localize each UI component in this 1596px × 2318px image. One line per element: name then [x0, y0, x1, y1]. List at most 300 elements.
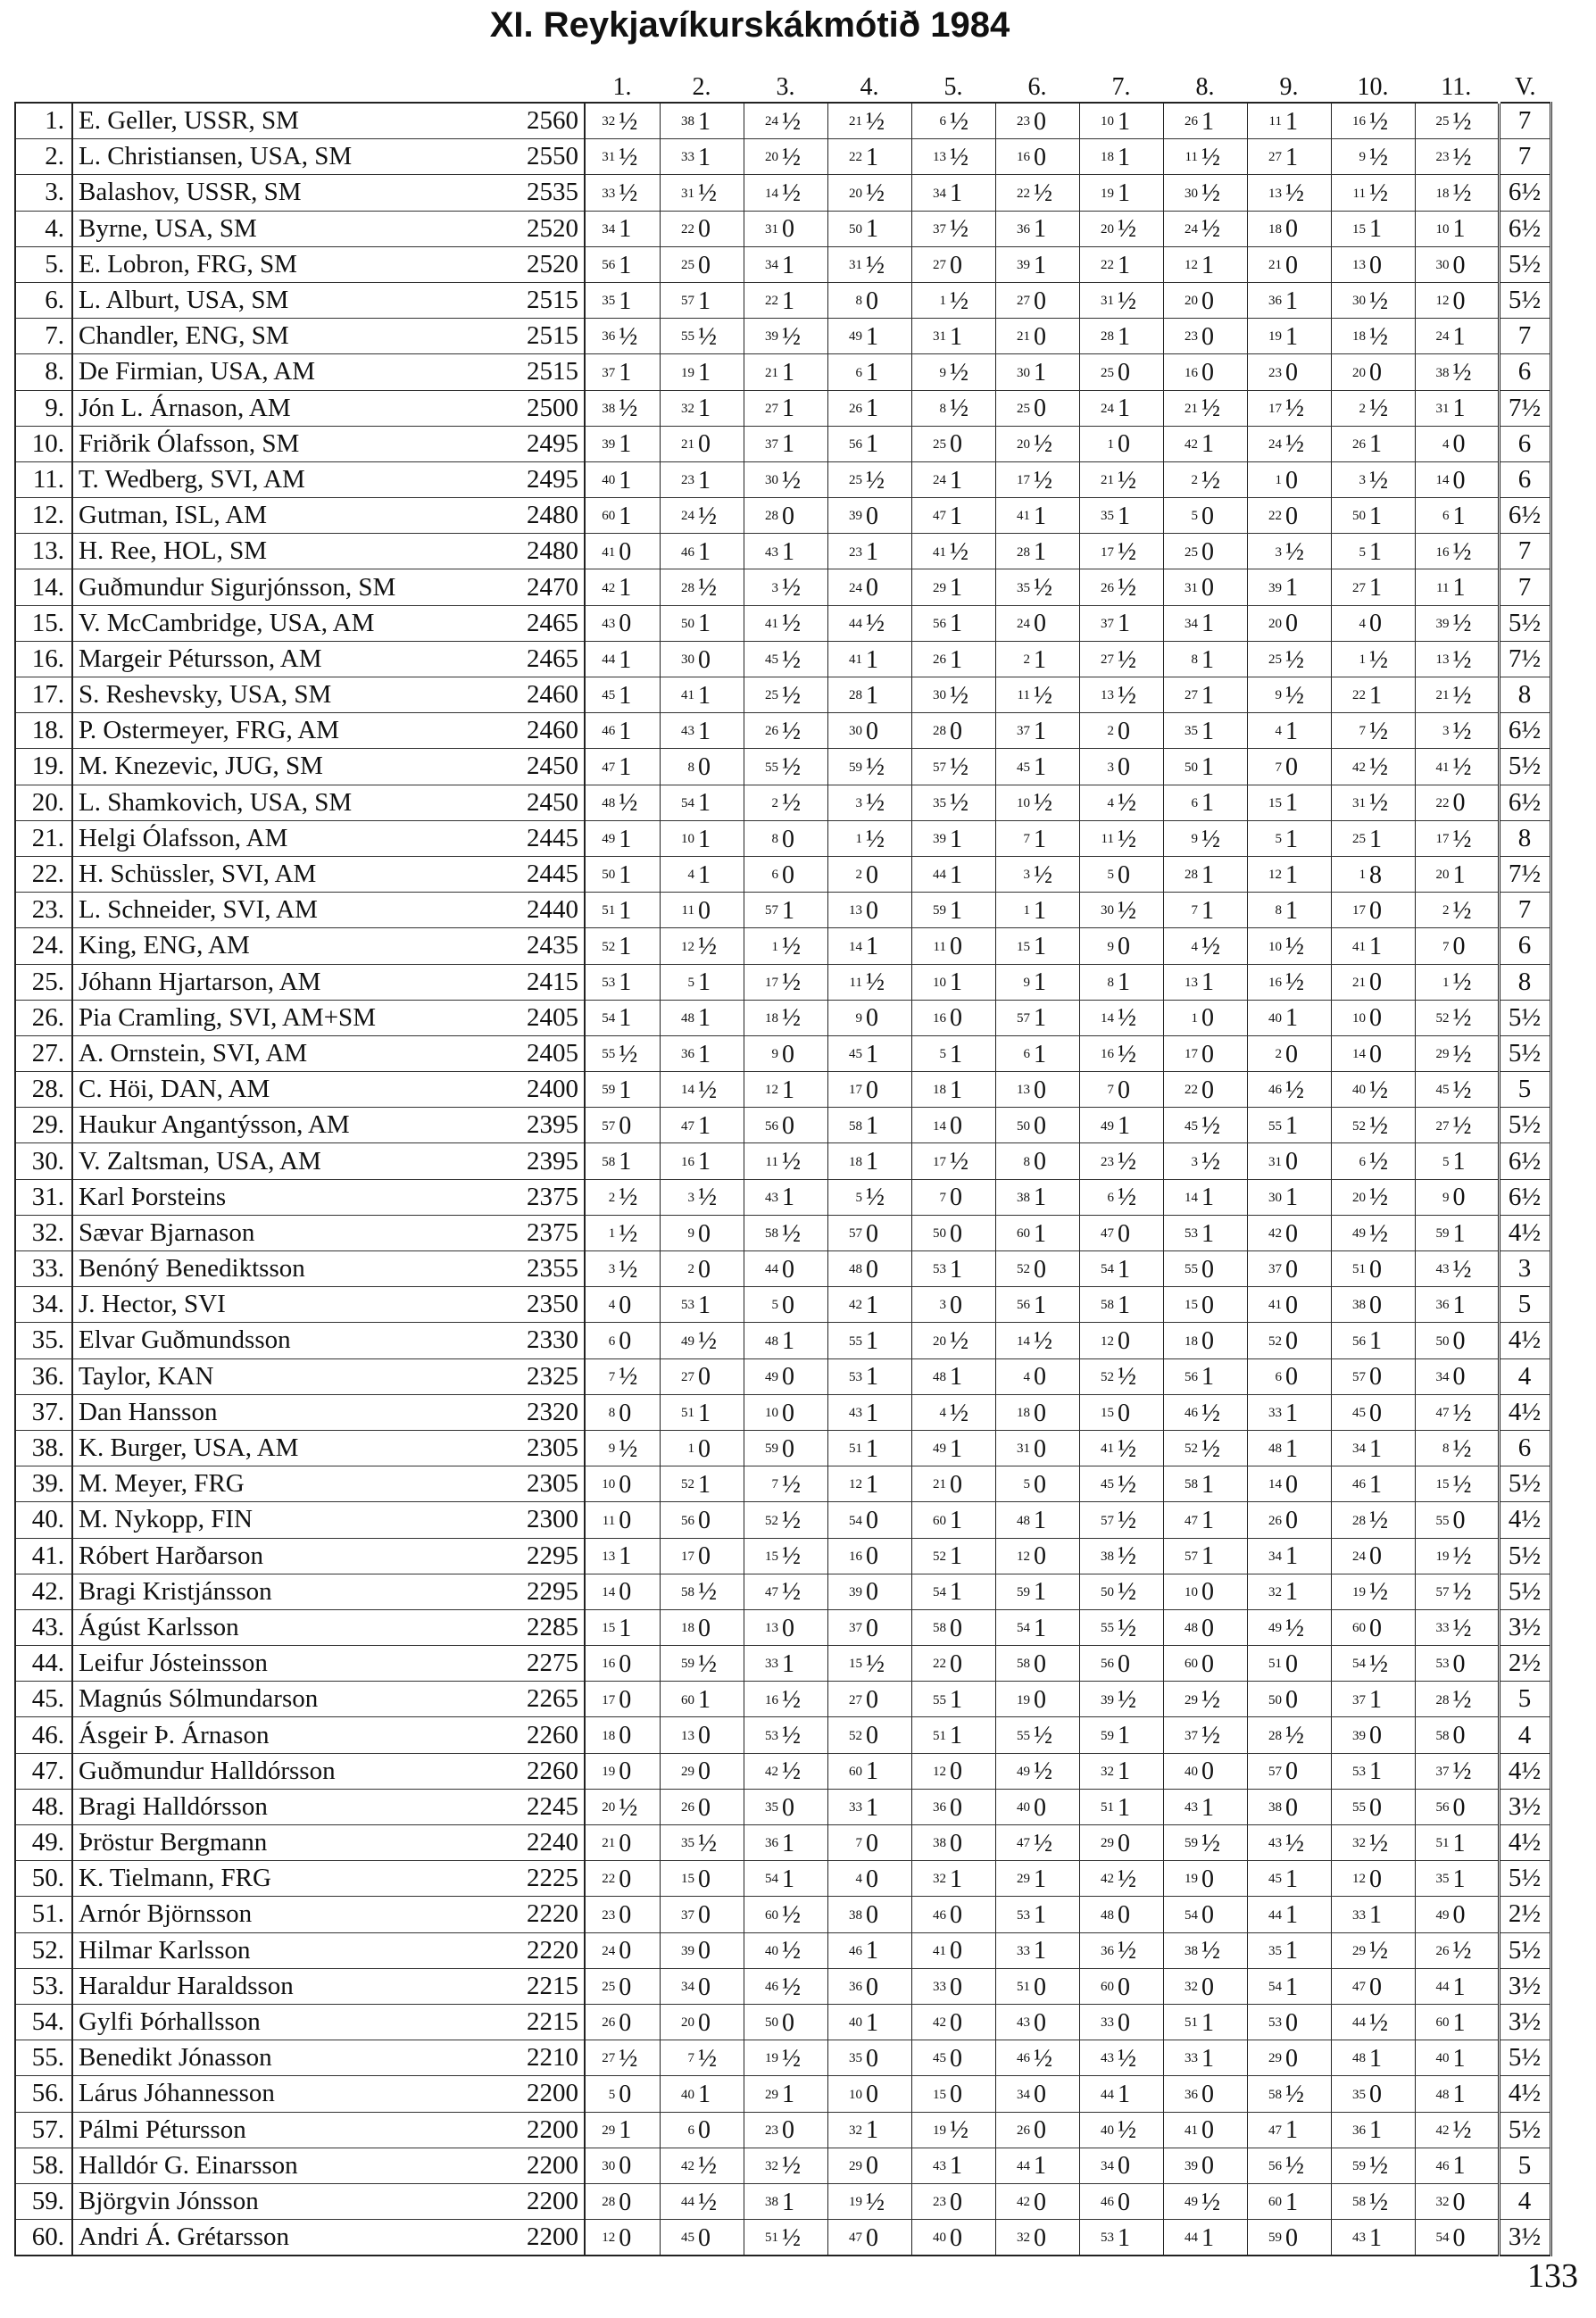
round-result — [1163, 1538, 1247, 1574]
opponent-number: 20 — [1268, 616, 1282, 631]
round-result — [827, 1143, 911, 1179]
opponent-number: 11 — [765, 1154, 778, 1169]
table-row — [15, 461, 1550, 497]
opponent-number: 33 — [849, 1800, 862, 1815]
round-result — [995, 534, 1079, 569]
round-result — [911, 1968, 995, 2004]
game-result: ½ — [782, 1973, 801, 2001]
game-result: 1 — [1118, 2081, 1130, 2109]
round-result — [995, 175, 1079, 211]
round-result — [744, 1717, 827, 1753]
game-result: ½ — [866, 251, 885, 279]
game-result: 0 — [866, 1973, 878, 2001]
rating-cell: 2305 — [506, 1430, 585, 1466]
round-result — [1163, 856, 1247, 892]
rating-cell: 2220 — [506, 1932, 585, 1968]
opponent-number: 32 — [1268, 1584, 1282, 1599]
opponent-number: 60 — [1017, 1226, 1030, 1242]
round-result — [1415, 1179, 1499, 1215]
game-result: 0 — [1118, 1399, 1130, 1427]
game-result: 0 — [866, 717, 878, 745]
round-result — [1079, 2183, 1163, 2219]
rank-cell: 34. — [15, 1287, 72, 1323]
round-result — [1415, 2040, 1499, 2076]
game-result: ½ — [1201, 143, 1220, 171]
opponent-number: 31 — [602, 150, 616, 165]
round-result — [660, 1143, 744, 1179]
round-result — [1247, 1753, 1331, 1789]
opponent-number: 48 — [1017, 1513, 1030, 1528]
game-result: 0 — [1452, 1649, 1466, 1678]
round-result — [827, 1179, 911, 1215]
round-result — [1163, 1609, 1247, 1645]
round-result — [911, 1897, 995, 1932]
round-result — [1331, 1215, 1415, 1250]
game-result: ½ — [1118, 1148, 1136, 1176]
round-result — [585, 1825, 660, 1861]
game-result: 0 — [1034, 1148, 1046, 1176]
rank-cell: 18. — [15, 713, 72, 749]
opponent-number: 13 — [602, 1549, 616, 1564]
game-result: 1 — [1201, 2223, 1214, 2252]
round-result — [744, 282, 827, 318]
game-result: ½ — [866, 610, 885, 638]
round-result — [1415, 534, 1499, 569]
round-result — [911, 282, 995, 318]
game-result: 0 — [619, 1686, 632, 1715]
game-result: 1 — [866, 2008, 878, 2037]
opponent-number: 1 — [1023, 903, 1030, 918]
game-result: 1 — [1118, 1112, 1130, 1141]
game-result: ½ — [1285, 1614, 1304, 1642]
opponent-number: 41 — [933, 1943, 946, 1958]
game-result: 0 — [1034, 610, 1046, 638]
game-result: 1 — [866, 1363, 878, 1392]
opponent-number: 4 — [1442, 436, 1450, 452]
opponent-number: 31 — [1185, 580, 1198, 595]
game-result: 0 — [698, 1614, 711, 1642]
game-result: 0 — [1118, 753, 1130, 782]
round-result — [995, 2040, 1079, 2076]
total-score: 6 — [1499, 928, 1550, 964]
opponent-number: 43 — [849, 1406, 862, 1421]
opponent-number: 60 — [849, 1764, 862, 1779]
round-result — [1163, 426, 1247, 461]
opponent-number: 16 — [602, 1657, 616, 1672]
rank-cell: 1. — [15, 103, 72, 139]
opponent-number: 32 — [1435, 2195, 1450, 2210]
opponent-number: 35 — [765, 1800, 778, 1815]
round-result — [995, 1897, 1079, 1932]
opponent-number: 29 — [1101, 1836, 1114, 1851]
opponent-number: 23 — [1017, 114, 1030, 129]
game-result: ½ — [1034, 681, 1052, 710]
round-result — [827, 1609, 911, 1645]
round-result — [1415, 1394, 1499, 1430]
game-result: 0 — [950, 2223, 962, 2252]
game-result: ½ — [698, 2152, 717, 2181]
opponent-number: 15 — [1268, 795, 1282, 810]
round-result — [1163, 1717, 1247, 1753]
rank-cell: 22. — [15, 856, 72, 892]
opponent-number: 27 — [1017, 294, 1030, 309]
rating-cell: 2200 — [506, 2076, 585, 2112]
round-result — [995, 319, 1079, 354]
game-result: 1 — [866, 1793, 878, 1822]
table-row — [15, 1861, 1550, 1897]
player-name: Magnús Sólmundarson — [72, 1682, 506, 1717]
round-result — [1163, 1968, 1247, 2004]
game-result: 0 — [1118, 2188, 1130, 2216]
round-result — [1331, 139, 1415, 175]
game-result: 1 — [619, 430, 632, 459]
rank-cell: 4. — [15, 211, 72, 246]
game-result: ½ — [1452, 538, 1472, 567]
game-result: 0 — [950, 1793, 962, 1822]
game-result: ½ — [950, 681, 968, 710]
opponent-number: 37 — [602, 365, 616, 380]
opponent-number: 46 — [933, 1907, 946, 1923]
game-result: 0 — [619, 1649, 632, 1678]
game-result: ½ — [698, 1578, 717, 1607]
round-result — [585, 282, 660, 318]
round-result — [1079, 1932, 1163, 1968]
opponent-number: 58 — [849, 1118, 862, 1134]
opponent-number: 56 — [1101, 1657, 1114, 1672]
rank-cell: 42. — [15, 1574, 72, 1609]
opponent-number: 13 — [765, 1621, 778, 1636]
rating-cell: 2470 — [506, 569, 585, 605]
round-result — [744, 1789, 827, 1824]
game-result: 0 — [1118, 1829, 1130, 1857]
opponent-number: 13 — [1017, 1083, 1030, 1098]
table-row — [15, 569, 1550, 605]
opponent-number: 34 — [602, 221, 616, 237]
game-result: 1 — [619, 968, 632, 997]
round-result — [827, 820, 911, 856]
round-result — [1331, 1753, 1415, 1789]
rating-cell: 2355 — [506, 1251, 585, 1287]
opponent-number: 56 — [933, 616, 946, 631]
table-row — [15, 856, 1550, 892]
opponent-number: 12 — [1268, 868, 1282, 883]
round-result — [1079, 1323, 1163, 1358]
round-result — [1079, 319, 1163, 354]
opponent-number: 58 — [933, 1621, 946, 1636]
opponent-number: 19 — [765, 2051, 778, 2066]
round-result — [585, 1538, 660, 1574]
game-result: 1 — [619, 1614, 632, 1642]
round-result — [1163, 928, 1247, 964]
round-result — [1247, 1574, 1331, 1609]
opponent-number: 52 — [1435, 1010, 1450, 1026]
opponent-number: 50 — [1101, 1584, 1114, 1599]
game-result: 0 — [1452, 1901, 1466, 1930]
opponent-number: 1 — [1359, 868, 1366, 883]
game-result: 0 — [866, 1219, 878, 1248]
opponent-number: 27 — [1185, 688, 1198, 703]
total-score: 5½ — [1499, 1538, 1550, 1574]
round-result — [660, 1072, 744, 1108]
player-name: Bragi Kristjánsson — [72, 1574, 506, 1609]
round-result — [585, 390, 660, 426]
game-result: ½ — [1285, 395, 1304, 423]
game-result: 1 — [1034, 645, 1046, 674]
round-result — [744, 677, 827, 713]
opponent-number: 58 — [1352, 2195, 1366, 2210]
round-result — [744, 569, 827, 605]
round-result — [995, 2220, 1079, 2256]
game-result: 0 — [698, 251, 711, 279]
game-result: 0 — [1369, 1614, 1382, 1642]
opponent-number: 59 — [765, 1441, 778, 1457]
game-result: 1 — [698, 107, 711, 136]
game-result: ½ — [782, 717, 801, 745]
game-result: ½ — [1369, 1184, 1388, 1212]
opponent-number: 25 — [765, 688, 778, 703]
opponent-number: 15 — [681, 1872, 694, 1887]
round-result — [1247, 2076, 1331, 2112]
game-result: ½ — [698, 1184, 717, 1212]
round-result — [1331, 713, 1415, 749]
game-result: 0 — [1201, 1291, 1214, 1319]
game-result: ½ — [782, 466, 801, 494]
game-result: ½ — [1118, 287, 1136, 315]
game-result: 1 — [1369, 681, 1382, 710]
game-result: ½ — [950, 395, 968, 423]
opponent-number: 11 — [681, 903, 694, 918]
round-result — [827, 175, 911, 211]
opponent-number: 4 — [1359, 616, 1366, 631]
game-result: 1 — [698, 538, 711, 567]
game-result: ½ — [619, 1255, 638, 1284]
round-result — [995, 1215, 1079, 1250]
round-result — [995, 282, 1079, 318]
rank-cell: 27. — [15, 1035, 72, 1071]
game-result: 0 — [698, 1722, 711, 1750]
round-result — [1247, 211, 1331, 246]
game-result: ½ — [1452, 1076, 1472, 1104]
round-result — [1247, 569, 1331, 605]
game-result: 1 — [698, 1040, 711, 1068]
total-score: 7 — [1499, 569, 1550, 605]
player-name: Chandler, ENG, SM — [72, 319, 506, 354]
round-result — [827, 282, 911, 318]
game-result: 1 — [1285, 2188, 1298, 2216]
game-result: ½ — [1369, 645, 1388, 674]
round-result — [1415, 426, 1499, 461]
table-row — [15, 498, 1550, 534]
round-result — [1415, 641, 1499, 677]
opponent-number: 43 — [1435, 1262, 1450, 1277]
rating-cell: 2405 — [506, 1000, 585, 1035]
opponent-number: 7 — [1107, 1083, 1114, 1098]
game-result: 1 — [866, 1148, 878, 1176]
game-result: ½ — [1452, 1399, 1472, 1427]
round-result — [744, 964, 827, 1000]
opponent-number: 3 — [1275, 544, 1282, 560]
opponent-number: 54 — [1352, 1657, 1366, 1672]
opponent-number: 52 — [1268, 1333, 1282, 1349]
opponent-number: 17 — [933, 1154, 946, 1169]
round-result — [1247, 1466, 1331, 1502]
opponent-number: 15 — [933, 2087, 946, 2102]
opponent-number: 33 — [1017, 1943, 1030, 1958]
opponent-number: 50 — [681, 616, 694, 631]
round-result — [585, 1358, 660, 1394]
opponent-number: 53 — [1268, 2015, 1282, 2031]
opponent-number: 40 — [933, 2231, 946, 2246]
opponent-number: 23 — [1268, 365, 1282, 380]
opponent-number: 55 — [1435, 1513, 1450, 1528]
game-result: 1 — [619, 681, 632, 710]
game-result: 1 — [698, 610, 711, 638]
opponent-number: 28 — [1185, 868, 1198, 883]
total-score: 6½ — [1499, 175, 1550, 211]
opponent-number: 8 — [1107, 975, 1114, 990]
opponent-number: 8 — [1275, 903, 1282, 918]
game-result: ½ — [698, 1327, 717, 1356]
opponent-number: 55 — [1101, 1621, 1114, 1636]
game-result: 1 — [950, 322, 962, 351]
game-result: ½ — [782, 574, 801, 602]
game-result: 0 — [1118, 1973, 1130, 2001]
game-result: 0 — [1118, 2152, 1130, 2181]
game-result: ½ — [782, 1901, 801, 1930]
game-result: 0 — [698, 645, 711, 674]
round-result — [585, 534, 660, 569]
player-name: Pia Cramling, SVI, AM+SM — [72, 1000, 506, 1035]
round-result — [1415, 1358, 1499, 1394]
game-result: 0 — [1285, 502, 1298, 530]
opponent-number: 48 — [602, 795, 616, 810]
game-result: ½ — [1452, 1542, 1472, 1571]
opponent-number: 13 — [1101, 688, 1114, 703]
game-result: 0 — [950, 2081, 962, 2109]
opponent-number: 53 — [681, 1298, 694, 1313]
round-result — [585, 461, 660, 497]
opponent-number: 34 — [681, 1980, 694, 1995]
rank-cell: 5. — [15, 246, 72, 282]
round-result — [744, 1861, 827, 1897]
rating-cell: 2495 — [506, 426, 585, 461]
opponent-number: 1 — [771, 939, 778, 954]
round-result — [827, 534, 911, 569]
game-result: 1 — [619, 825, 632, 853]
round-result — [1331, 1861, 1415, 1897]
opponent-number: 47 — [933, 509, 946, 524]
player-name: Ágúst Karlsson — [72, 1609, 506, 1645]
opponent-number: 48 — [765, 1333, 778, 1349]
round-result — [1163, 1466, 1247, 1502]
round-result — [1079, 2112, 1163, 2148]
opponent-number: 32 — [1017, 2231, 1030, 2246]
opponent-number: 6 — [1275, 1369, 1282, 1384]
round-result — [660, 641, 744, 677]
rating-cell: 2325 — [506, 1358, 585, 1394]
round-result — [827, 785, 911, 820]
opponent-number: 13 — [1435, 652, 1450, 668]
opponent-number: 27 — [849, 1692, 862, 1707]
game-result: ½ — [1452, 1757, 1472, 1786]
total-score: 6 — [1499, 354, 1550, 390]
game-result: 0 — [866, 2044, 878, 2073]
opponent-number: 41 — [1101, 1441, 1114, 1457]
round-result — [1415, 2004, 1499, 2040]
game-result: 0 — [1452, 1363, 1466, 1392]
round-result — [995, 461, 1079, 497]
opponent-number: 54 — [681, 795, 694, 810]
player-name: C. Höi, DAN, AM — [72, 1072, 506, 1108]
rank-cell: 7. — [15, 319, 72, 354]
round-result — [1079, 1825, 1163, 1861]
game-result: ½ — [866, 1649, 885, 1678]
opponent-number: 32 — [1185, 1980, 1198, 1995]
table-row — [15, 211, 1550, 246]
total-score: 5½ — [1499, 1932, 1550, 1968]
opponent-number: 55 — [765, 760, 778, 775]
game-result: 0 — [1452, 1507, 1466, 1535]
game-result: 1 — [1201, 860, 1214, 889]
opponent-number: 34 — [1352, 1441, 1366, 1457]
round-result — [660, 426, 744, 461]
opponent-number: 9 — [1359, 150, 1366, 165]
round-result — [995, 928, 1079, 964]
opponent-number: 52 — [602, 939, 616, 954]
round-result — [827, 605, 911, 641]
round-result — [585, 175, 660, 211]
round-result — [1079, 1646, 1163, 1682]
total-score: 4½ — [1499, 2076, 1550, 2112]
opponent-number: 7 — [1275, 760, 1282, 775]
opponent-number: 56 — [849, 436, 862, 452]
game-result: 1 — [1285, 1112, 1298, 1141]
round-result — [1331, 246, 1415, 282]
game-result: ½ — [1285, 430, 1304, 459]
game-result: 1 — [619, 1004, 632, 1033]
game-result: ½ — [866, 1184, 885, 1212]
round-result — [1247, 1968, 1331, 2004]
total-score: 8 — [1499, 820, 1550, 856]
rank-cell: 31. — [15, 1179, 72, 1215]
opponent-number: 13 — [681, 1728, 694, 1743]
game-result: 1 — [1285, 1184, 1298, 1212]
opponent-number: 49 — [681, 1333, 694, 1349]
opponent-number: 34 — [1101, 2158, 1114, 2173]
opponent-number: 29 — [1268, 2051, 1282, 2066]
game-result: 1 — [950, 1076, 962, 1104]
rating-cell: 2560 — [506, 103, 585, 139]
table-row — [15, 2148, 1550, 2183]
round-result — [1415, 461, 1499, 497]
opponent-number: 48 — [1101, 1907, 1114, 1923]
opponent-number: 7 — [1442, 939, 1450, 954]
opponent-number: 20 — [765, 150, 778, 165]
opponent-number: 27 — [1435, 1118, 1450, 1134]
player-name: Lárus Jóhannesson — [72, 2076, 506, 2112]
round-result — [1079, 2004, 1163, 2040]
round-result — [1163, 211, 1247, 246]
rank-cell: 14. — [15, 569, 72, 605]
round-result — [827, 1825, 911, 1861]
opponent-number: 44 — [1268, 1907, 1282, 1923]
game-result: 1 — [1201, 1363, 1214, 1392]
game-result: ½ — [866, 789, 885, 818]
game-result: 0 — [1285, 215, 1298, 244]
rating-cell: 2265 — [506, 1682, 585, 1717]
opponent-number: 38 — [602, 401, 616, 416]
opponent-number: 33 — [1352, 1907, 1366, 1923]
